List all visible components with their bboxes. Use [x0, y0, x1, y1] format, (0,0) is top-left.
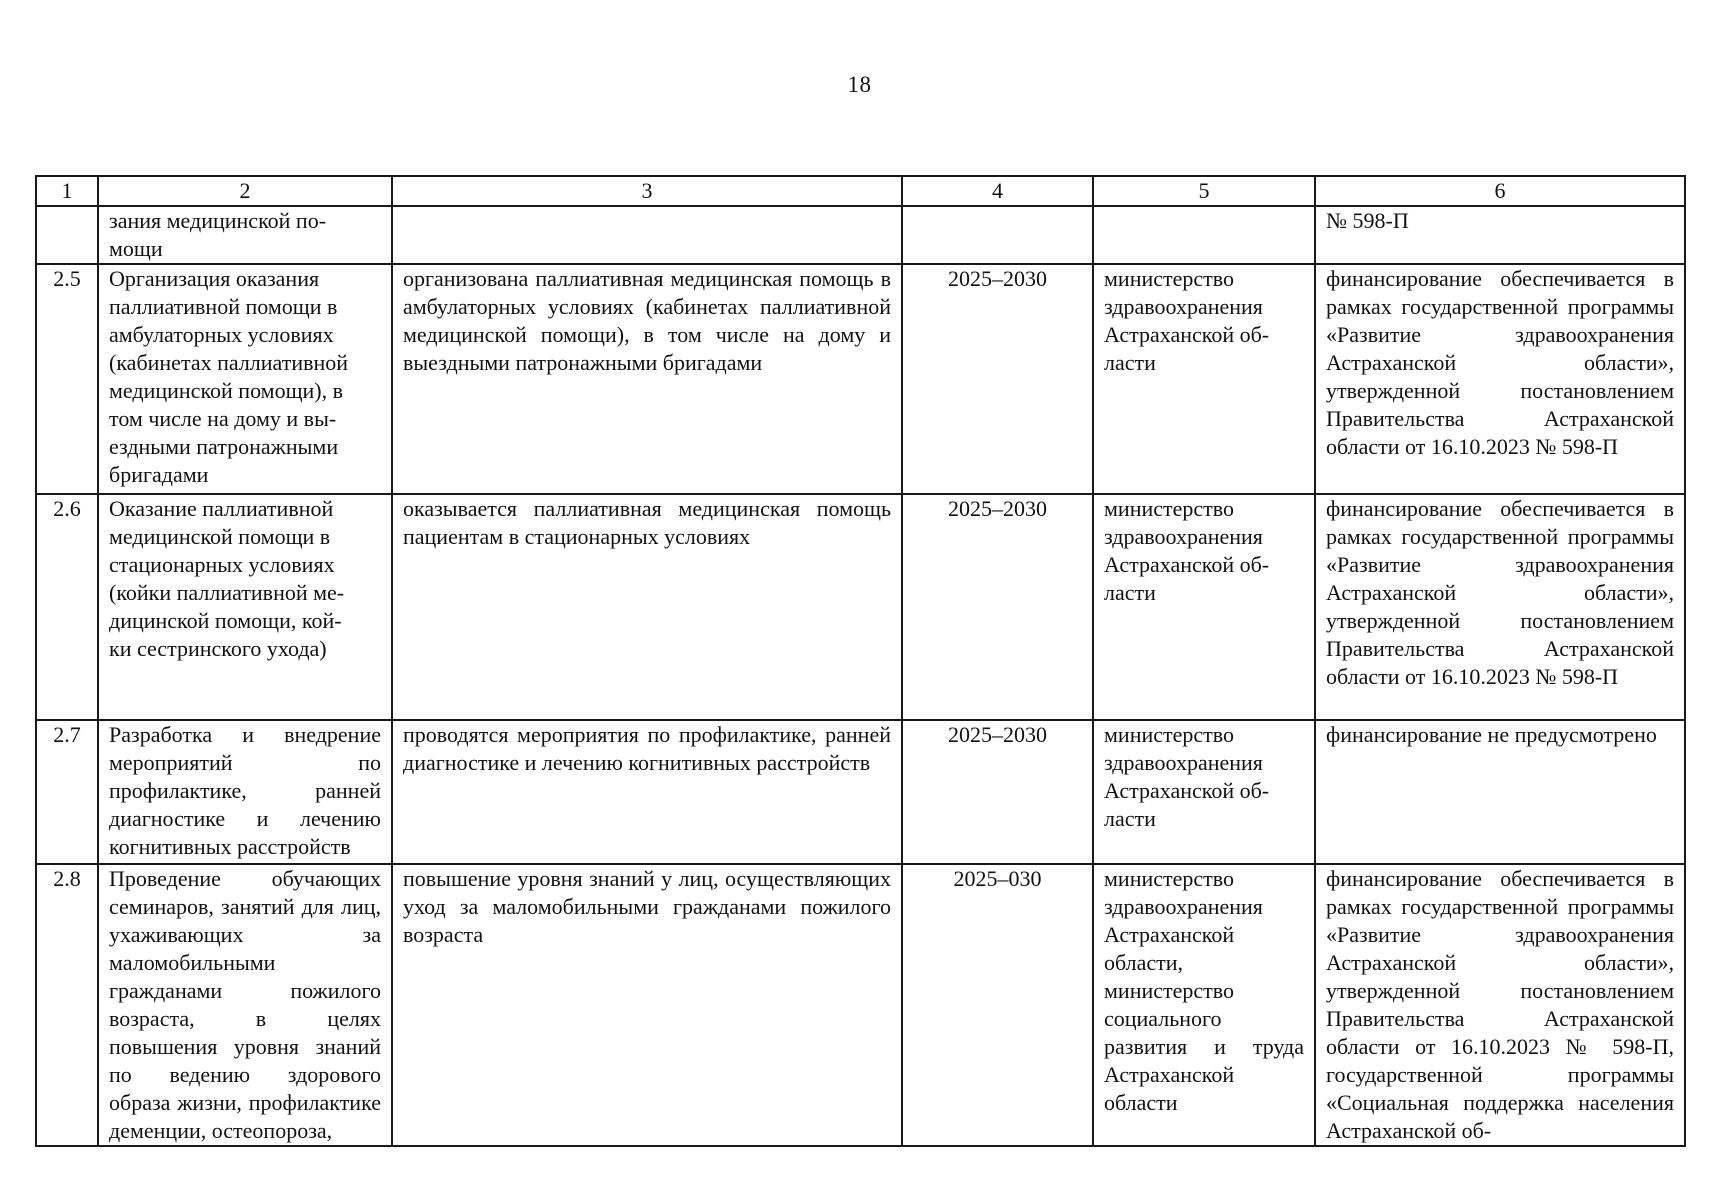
result-cell: оказывается паллиативная медицинская помощь пациентам в стационарных условиях — [392, 494, 902, 720]
measure-line: медицинской помощи), в — [109, 378, 343, 403]
period-cell: 2025–2030 — [902, 720, 1093, 864]
header-cell-1: 1 — [36, 176, 98, 206]
executor-line: Астраханской об- — [1104, 322, 1270, 347]
measure-line: ки сестринского ухода) — [109, 636, 327, 661]
result-cell: проводятся мероприятия по профилактике, ранней диагностике и лечению когнитивных расстройств — [392, 720, 902, 864]
row-number-cell: 2.6 — [36, 494, 98, 720]
executor-line: Астраханской об- — [1104, 552, 1270, 577]
executor-line: министерство — [1104, 496, 1235, 521]
executor-line: ласти — [1104, 806, 1156, 831]
executor-line: министерство — [1104, 722, 1235, 747]
executor-line: здравоохранения — [1104, 750, 1263, 775]
row-number-cell: 2.7 — [36, 720, 98, 864]
header-cell-3: 3 — [392, 176, 902, 206]
measure-line: медицинской помощи в — [109, 524, 331, 549]
period-cell: 2025–2030 — [902, 264, 1093, 494]
table-row — [36, 864, 1685, 1146]
header-cell-4: 4 — [902, 176, 1093, 206]
executor-cell: министерство здравоохранения Астраханской области, министерство социального развития и труда Астраханской области — [1093, 864, 1315, 1146]
funding-cell: № 598-П — [1315, 206, 1685, 264]
executor-line: ласти — [1104, 350, 1156, 375]
executor-cell — [1093, 494, 1315, 720]
executor-line: здравоохранения — [1104, 524, 1263, 549]
result-cell — [392, 206, 902, 264]
executor-line: министерство — [1104, 266, 1235, 291]
row-number-cell: 2.8 — [36, 864, 98, 1146]
header-cell-2: 2 — [98, 176, 392, 206]
row-number-cell: 2.5 — [36, 264, 98, 494]
measure-line: Организация оказания — [109, 266, 320, 291]
table-row — [36, 494, 1685, 720]
measure-line: зания медицинской по- — [109, 208, 327, 233]
measure-line: дицинской помощи, кой- — [109, 608, 342, 633]
measure-cell — [98, 264, 392, 494]
table-header-row — [36, 176, 1685, 206]
period-cell — [902, 206, 1093, 264]
row-number-cell — [36, 206, 98, 264]
table-row-continuation — [36, 206, 1685, 264]
plan-table — [35, 175, 1686, 1147]
measure-cell: Разработка и внедрение мероприятий по профилактике, ранней диагностике и лечению когнитивных расстройств — [98, 720, 392, 864]
measure-line: (койки паллиативной ме- — [109, 580, 345, 605]
funding-cell: финансирование обеспечивается в рамках государственной программы «Развитие здравоохранения Астраханской области», утвержденной постановлением Правительства Астраханской области от 16.10.2023 № 598-П, государственной программы «Социальная поддержка населения Астраханской об- — [1315, 864, 1685, 1146]
page-number: 18 — [847, 72, 872, 97]
measure-line: Оказание паллиативной — [109, 496, 334, 521]
measure-line: (кабинетах паллиативной — [109, 350, 349, 375]
measure-cell — [98, 494, 392, 720]
measure-line: ездными патронажными — [109, 434, 339, 459]
measure-line: паллиативной помощи в — [109, 294, 338, 319]
executor-line: Астраханской об- — [1104, 778, 1270, 803]
measure-line: мощи — [109, 236, 163, 261]
measure-cell: Проведение обучающих семинаров, занятий для лиц, ухаживающих за маломобильными гражданами пожилого возраста, в целях повышения уровня знаний по ведению здорового образа жизни, профилактике деменции, остеопороза, — [98, 864, 392, 1146]
period-cell: 2025–030 — [902, 864, 1093, 1146]
funding-cell: финансирование не предусмотрено — [1315, 720, 1685, 864]
measure-cell — [98, 206, 392, 264]
table-row — [36, 264, 1685, 494]
header-cell-5: 5 — [1093, 176, 1315, 206]
executor-cell — [1093, 206, 1315, 264]
executor-cell — [1093, 720, 1315, 864]
executor-line: ласти — [1104, 580, 1156, 605]
funding-cell: финансирование обеспечивается в рамках государственной программы «Развитие здравоохранения Астраханской области», утвержденной постановлением Правительства Астраханской области от 16.10.2023 № 598-П — [1315, 264, 1685, 494]
result-cell: повышение уровня знаний у лиц, осуществляющих уход за маломобильными гражданами пожилого возраста — [392, 864, 902, 1146]
header-cell-6: 6 — [1315, 176, 1685, 206]
funding-cell: финансирование обеспечивается в рамках государственной программы «Развитие здравоохранения Астраханской области», утвержденной постановлением Правительства Астраханской области от 16.10.2023 № 598-П — [1315, 494, 1685, 720]
measure-line: амбулаторных условиях — [109, 322, 334, 347]
executor-cell — [1093, 264, 1315, 494]
measure-line: бригадами — [109, 462, 209, 487]
period-cell: 2025–2030 — [902, 494, 1093, 720]
measure-line: том числе на дому и вы- — [109, 406, 337, 431]
executor-line: здравоохранения — [1104, 294, 1263, 319]
result-cell: организована паллиативная медицинская помощь в амбулаторных условиях (кабинетах паллиативной медицинской помощи), в том числе на дому и выездными патронажными бригадами — [392, 264, 902, 494]
table-row — [36, 720, 1685, 864]
measure-line: стационарных условиях — [109, 552, 335, 577]
